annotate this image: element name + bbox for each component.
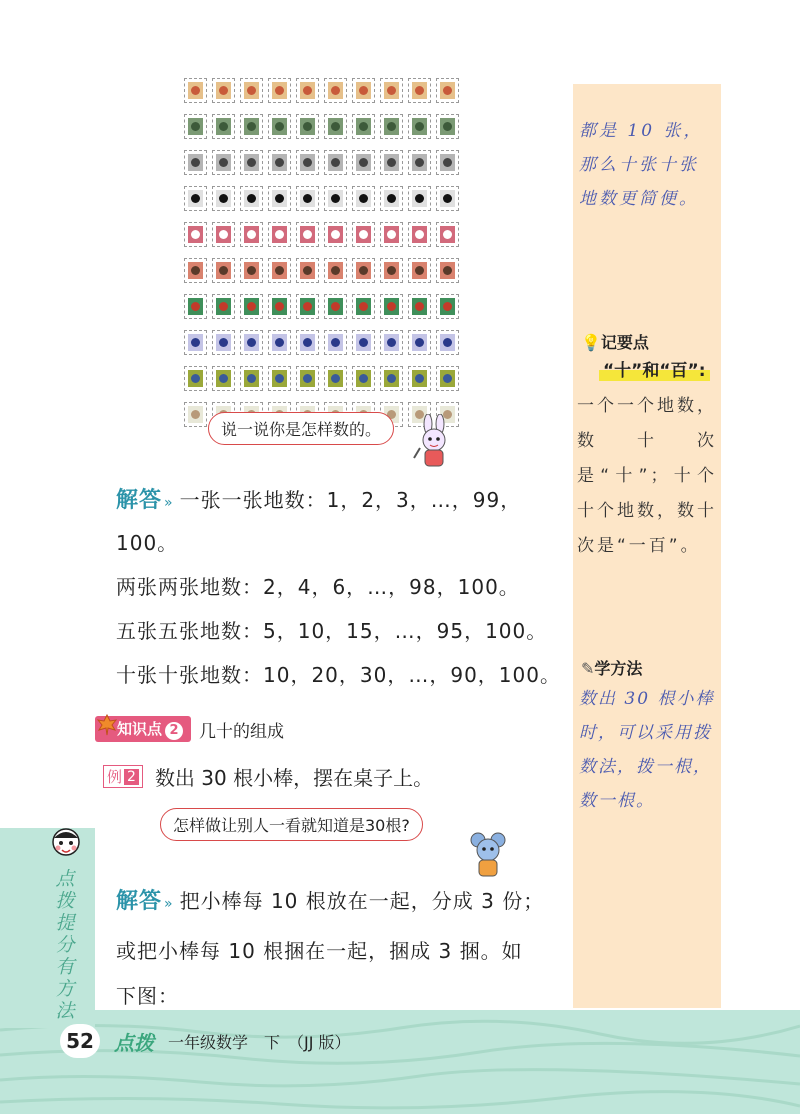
stamp (240, 366, 263, 391)
speech-bubble-2: 怎样做让别人一看就知道是30根? (160, 808, 423, 841)
sidebar-note-1: 都是 10 张，那么十张十张地数更简便。 (579, 121, 704, 209)
stamp (352, 294, 375, 319)
lightbulb-icon: 💡 (581, 333, 601, 352)
stamp (184, 78, 207, 103)
sidebar-heading-text: 学方法 (594, 659, 643, 678)
example-number: 2 (124, 769, 139, 785)
mascot-face-icon (48, 826, 84, 862)
stamp (212, 78, 235, 103)
stamp (184, 402, 207, 427)
pen-icon: ✎ (581, 659, 595, 678)
side-char: 拨 (55, 890, 75, 912)
stamp (352, 114, 375, 139)
stamp (436, 366, 459, 391)
stamp (352, 258, 375, 283)
side-vertical-label (52, 868, 78, 1022)
stamp (408, 78, 431, 103)
knowledge-point-number: 2 (165, 722, 183, 740)
stamp (296, 258, 319, 283)
stamp (324, 222, 347, 247)
stamp (352, 78, 375, 103)
stamp (380, 222, 403, 247)
side-char: 提 (55, 912, 75, 934)
mouse-mascot-icon (468, 830, 508, 880)
stamp-row (184, 294, 480, 319)
stamp (380, 78, 403, 103)
stamp (240, 294, 263, 319)
stamp (212, 222, 235, 247)
stamp (324, 114, 347, 139)
stamp (296, 294, 319, 319)
knowledge-point-title: 几十的组成 (199, 721, 285, 742)
stamp (184, 114, 207, 139)
stamp (436, 186, 459, 211)
stamp (352, 366, 375, 391)
answer-text: 一张一张地数：1，2，3，…，99， (179, 488, 522, 512)
stamp (268, 114, 291, 139)
stamp-row (184, 186, 480, 211)
answer2-line2: 或把小棒每 10 根捆在一起，捆成 3 捆。如 (116, 939, 523, 963)
stamp (380, 294, 403, 319)
sidebar-notes (573, 84, 721, 1008)
stamp (380, 150, 403, 175)
stamp (408, 258, 431, 283)
stamp (212, 294, 235, 319)
stamp (324, 150, 347, 175)
stamp (268, 222, 291, 247)
answer-arrow-icon: » (164, 495, 174, 511)
stamp-row (184, 258, 480, 283)
stamp (268, 150, 291, 175)
stamp (324, 330, 347, 355)
example-header (103, 762, 433, 791)
stamp (324, 258, 347, 283)
stamp (436, 78, 459, 103)
stamp (240, 330, 263, 355)
sidebar-heading-methods (581, 656, 642, 679)
answer2-label: 解答 (116, 889, 163, 914)
speech-bubble: 说一说你是怎样数的。 (208, 412, 394, 445)
stamp (268, 294, 291, 319)
stamp (408, 294, 431, 319)
page-number: 52 (60, 1024, 100, 1058)
answer1-line1 (116, 483, 521, 514)
knowledge-point-label: 知识点 (117, 720, 163, 738)
stamp (296, 366, 319, 391)
stamp (296, 78, 319, 103)
sidebar-heading-key-points (581, 330, 649, 353)
stamp (240, 186, 263, 211)
sidebar-heading-text: 记要点 (600, 333, 649, 352)
rabbit-mascot-icon (408, 414, 458, 472)
stamp (324, 294, 347, 319)
stamp (184, 258, 207, 283)
example-label: 例 (107, 768, 123, 786)
stamp (296, 186, 319, 211)
stamp (240, 258, 263, 283)
side-char: 分 (55, 934, 75, 956)
answer1-line2: 100。 (116, 531, 179, 555)
stamp (268, 330, 291, 355)
stamp (324, 366, 347, 391)
stamp (240, 222, 263, 247)
stamp (324, 186, 347, 211)
stamp (436, 114, 459, 139)
stamp (436, 150, 459, 175)
stamp (352, 186, 375, 211)
stamp-row (184, 150, 480, 175)
stamp (240, 78, 263, 103)
stamp (184, 294, 207, 319)
side-char: 方 (55, 978, 75, 1000)
stamp (296, 114, 319, 139)
maple-leaf-icon (97, 714, 117, 736)
sidebar-subheading: “十”和“百”: (599, 356, 710, 381)
stamp (296, 222, 319, 247)
stamp (240, 150, 263, 175)
stamp (212, 330, 235, 355)
stamp (296, 150, 319, 175)
stamp (408, 330, 431, 355)
stamp (408, 186, 431, 211)
stamp (352, 330, 375, 355)
stamp-row (184, 78, 480, 103)
stamp (184, 150, 207, 175)
answer2-line1 (116, 884, 544, 915)
stamp-row (184, 330, 480, 355)
stamp (240, 114, 263, 139)
stamp (408, 222, 431, 247)
stamp (184, 186, 207, 211)
stamp (268, 78, 291, 103)
brand-logo: 点拨 (114, 1030, 154, 1055)
answer-label: 解答 (116, 488, 163, 513)
side-char: 法 (55, 1000, 75, 1022)
stamp (212, 258, 235, 283)
stamp (436, 258, 459, 283)
stamp (380, 186, 403, 211)
answer-arrow-icon: » (164, 896, 174, 912)
stamp-grid (184, 78, 480, 438)
stamp (380, 366, 403, 391)
stamp (268, 186, 291, 211)
stamp (296, 330, 319, 355)
sidebar-note-3: 数出 30 根小棒时，可以采用拨数法，拨一根，数一根。 (579, 689, 715, 811)
stamp (436, 294, 459, 319)
knowledge-point-header (95, 716, 284, 742)
stamp (408, 114, 431, 139)
stamp (324, 78, 347, 103)
answer1-line4: 五张五张地数：5，10，15，…，95，100。 (116, 619, 548, 643)
stamp (436, 222, 459, 247)
stamp-row (184, 222, 480, 247)
stamp (212, 186, 235, 211)
answer1-line3: 两张两张地数：2，4，6，…，98，100。 (116, 575, 520, 599)
side-char: 有 (55, 956, 75, 978)
stamp (380, 114, 403, 139)
knowledge-point-badge (95, 716, 191, 742)
page-footer (60, 1024, 351, 1058)
answer2-text: 把小棒每 10 根放在一起，分成 3 份； (179, 889, 545, 913)
stamp (352, 222, 375, 247)
answer1-line5: 十张十张地数：10，20，30，…，90，100。 (116, 663, 561, 687)
example-text: 数出 30 根小棒，摆在桌子上。 (154, 766, 434, 790)
stamp (268, 366, 291, 391)
answer2-line3: 下图： (116, 984, 179, 1008)
stamp (212, 150, 235, 175)
example-badge (103, 765, 143, 788)
stamp (184, 222, 207, 247)
stamp (408, 366, 431, 391)
sidebar-note-2: 一个一个地数，数十次是“十”；十个十个地数，数十次是“一百”。 (577, 396, 717, 556)
stamp (436, 330, 459, 355)
stamp (268, 258, 291, 283)
stamp (184, 330, 207, 355)
stamp (352, 150, 375, 175)
stamp (212, 114, 235, 139)
stamp (212, 366, 235, 391)
stamp (380, 330, 403, 355)
stamp (184, 366, 207, 391)
stamp-row (184, 114, 480, 139)
side-char: 点 (55, 868, 75, 890)
stamp (380, 258, 403, 283)
stamp (408, 150, 431, 175)
stamp-row (184, 366, 480, 391)
book-title: 一年级数学 下 （JJ 版） (168, 1032, 351, 1052)
